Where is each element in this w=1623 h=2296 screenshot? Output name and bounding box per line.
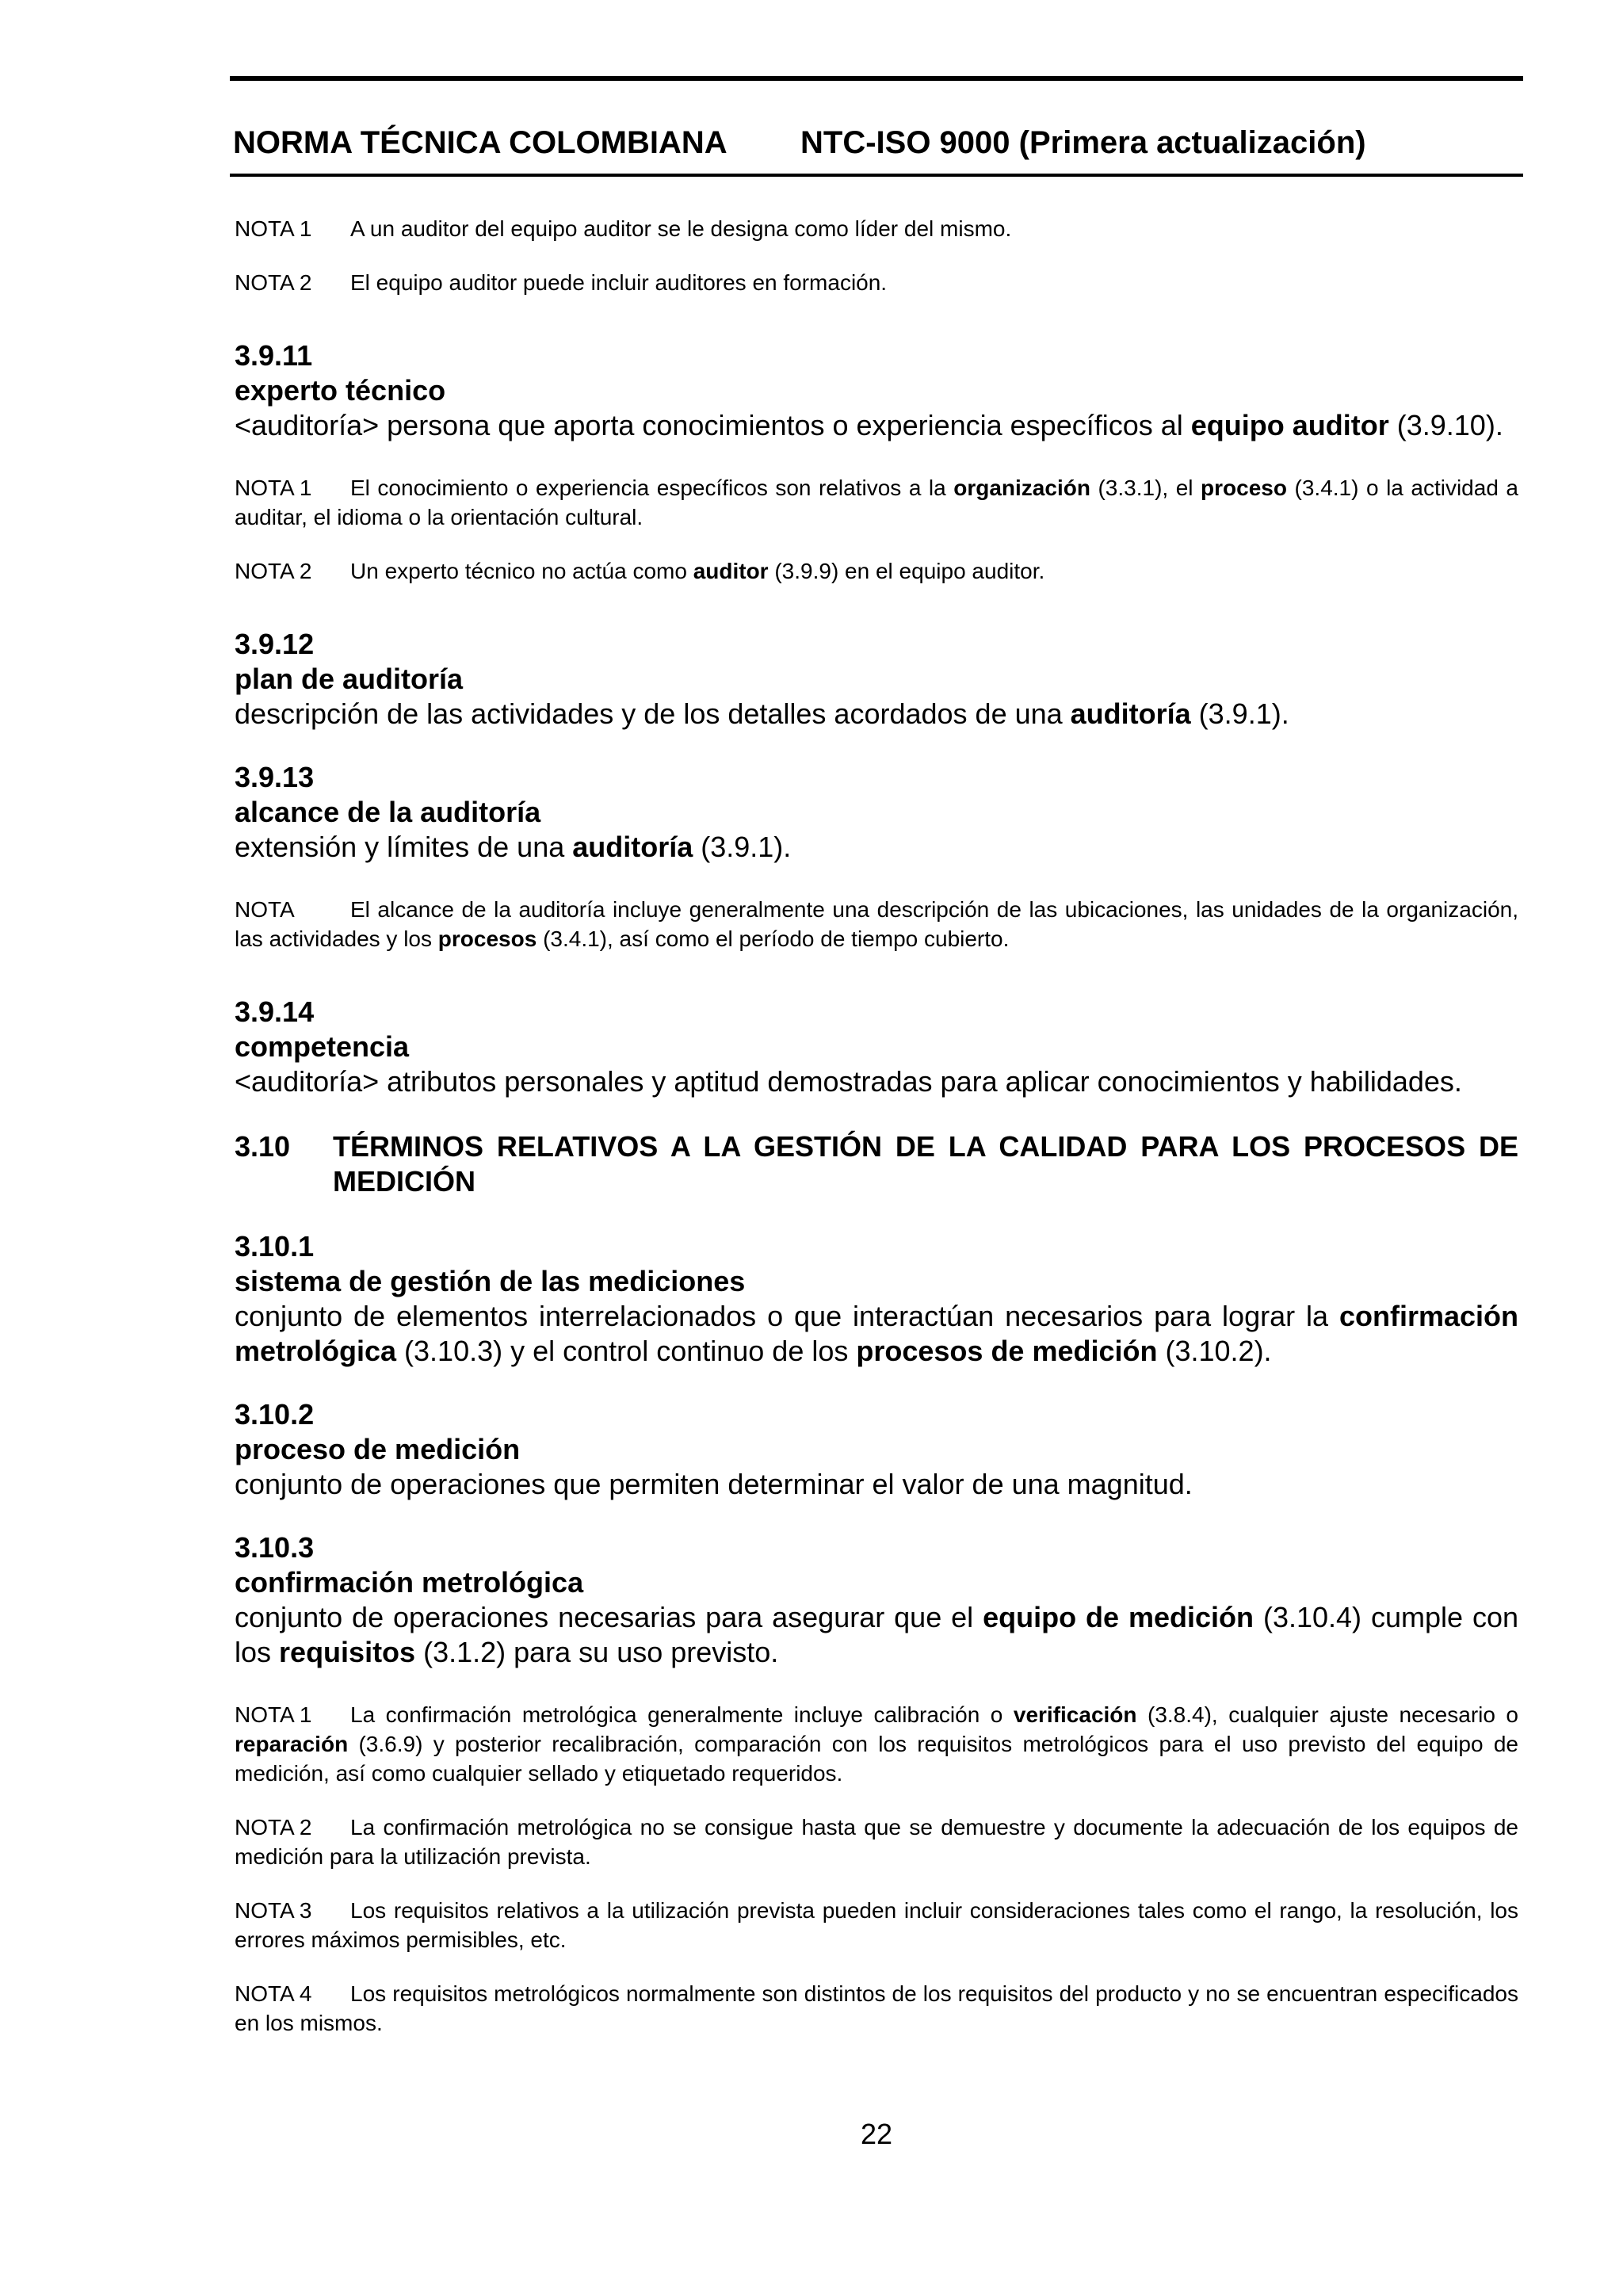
note: NOTA 1 El conocimiento o experiencia específicos son relativos a la organización (3.3.1), el proceso (3.4.1) o la actividad a auditar, el idioma o la orientación cultural. <box>235 473 1518 532</box>
header-standard-code: NTC-ISO 9000 (Primera actualización) <box>800 125 1366 160</box>
section-title: TÉRMINOS RELATIVOS A LA GESTIÓN DE LA CALIDAD PARA LOS PROCESOS DE MEDICIÓN <box>333 1130 1518 1198</box>
term-number: 3.10.3 <box>235 1531 315 1564</box>
note-label: NOTA 2 <box>235 1815 312 1839</box>
term-reference: auditoría <box>1070 697 1191 730</box>
term-number: 3.9.12 <box>235 628 315 660</box>
term-reference: equipo de medición <box>983 1601 1254 1633</box>
note: NOTA El alcance de la auditoría incluye generalmente una descripción de las ubicaciones, las unidades de la organización, las actividades y los procesos (3.4.1), así como el período de tiempo cubierto. <box>235 895 1518 953</box>
note <box>235 214 1518 243</box>
note-text: La confirmación metrológica no se consigue hasta que se demuestre y documente la adecuación de los equipos de medición para la utilización prevista. <box>235 1815 1518 1869</box>
term-reference: auditor <box>693 559 769 583</box>
term-definition: extensión y límites de una auditoría (3.9.1). <box>235 831 792 863</box>
note-text: Los requisitos metrológicos normalmente son distintos de los requisitos del producto y no se encuentran especificados en los mismos. <box>235 1981 1518 2035</box>
term-reference: proceso <box>1201 476 1287 500</box>
term-name: alcance de la auditoría <box>235 796 541 828</box>
page-number: 22 <box>860 2118 893 2150</box>
term-name: confirmación metrológica <box>235 1566 584 1599</box>
note-label: NOTA 1 <box>235 1702 312 1727</box>
term-definition: conjunto de operaciones necesarias para asegurar que el equipo de medición (3.10.4) cumple con los requisitos (3.1.2) para su uso previsto. <box>235 1601 1518 1668</box>
note <box>235 1979 1518 2038</box>
term-number: 3.9.11 <box>235 339 313 372</box>
note-label: NOTA 2 <box>235 559 312 583</box>
section-heading <box>235 1129 1518 1199</box>
note-label: NOTA <box>235 897 295 922</box>
term-reference: reparación <box>235 1732 349 1756</box>
top-rule <box>230 76 1523 81</box>
term-definition: descripción de las actividades y de los detalles acordados de una auditoría (3.9.1). <box>235 697 1289 730</box>
page-content <box>235 214 1518 2038</box>
term-reference: procesos <box>437 926 537 951</box>
term-reference: requisitos <box>279 1636 416 1668</box>
term-name: competencia <box>235 1030 410 1063</box>
section-number: 3.10 <box>235 1130 291 1163</box>
term-name: sistema de gestión de las mediciones <box>235 1265 746 1297</box>
term-definition: conjunto de operaciones que permiten determinar el valor de una magnitud. <box>235 1468 1193 1500</box>
term-number: 3.9.14 <box>235 995 315 1028</box>
note-label: NOTA 4 <box>235 1981 312 2006</box>
term-reference: organización <box>953 476 1090 500</box>
term-reference: verificación <box>1013 1702 1137 1727</box>
term-number: 3.9.13 <box>235 761 315 793</box>
term-name: plan de auditoría <box>235 663 464 695</box>
header-standard-type: NORMA TÉCNICA COLOMBIANA <box>233 125 727 160</box>
term-reference: equipo auditor <box>1190 409 1389 441</box>
term-name: proceso de medición <box>235 1433 521 1465</box>
note: NOTA 2 Un experto técnico no actúa como auditor (3.9.9) en el equipo auditor. <box>235 556 1518 586</box>
term-number: 3.10.2 <box>235 1398 315 1431</box>
term-reference: confirmación metrológica <box>235 1300 1518 1367</box>
note-text: Los requisitos relativos a la utilización prevista pueden incluir consideraciones tales como el rango, la resolución, los errores máximos permisibles, etc. <box>235 1898 1518 1952</box>
term-definition: <auditoría> persona que aporta conocimientos o experiencia específicos al equipo auditor (3.9.10). <box>235 409 1503 441</box>
note-text: El equipo auditor puede incluir auditores en formación. <box>350 270 888 295</box>
note <box>235 1896 1518 1954</box>
header-rule <box>230 174 1523 177</box>
note-text: A un auditor del equipo auditor se le designa como líder del mismo. <box>350 216 1012 241</box>
note <box>235 268 1518 297</box>
note-label: NOTA 2 <box>235 270 312 295</box>
term-definition: <auditoría> atributos personales y aptitud demostradas para aplicar conocimientos y habilidades. <box>235 1065 1462 1098</box>
note: NOTA 1 La confirmación metrológica generalmente incluye calibración o verificación (3.8.4), cualquier ajuste necesario o reparación (3.6.9) y posterior recalibración, comparación con los requisitos metrológicos para el uso previsto del equipo de medición, así como cualquier sellado y etiquetado requeridos. <box>235 1700 1518 1788</box>
term-definition: conjunto de elementos interrelacionados o que interactúan necesarios para lograr la confirmación metrológica (3.10.3) y el control continuo de los procesos de medición (3.10.2). <box>235 1300 1518 1367</box>
term-reference: procesos de medición <box>856 1335 1158 1367</box>
term-number: 3.10.1 <box>235 1230 315 1263</box>
note-label: NOTA 1 <box>235 216 312 241</box>
page-header <box>233 125 1523 161</box>
note-label: NOTA 3 <box>235 1898 312 1923</box>
term-name: experto técnico <box>235 374 446 407</box>
note-label: NOTA 1 <box>235 476 312 500</box>
term-reference: auditoría <box>572 831 693 863</box>
note <box>235 1813 1518 1871</box>
